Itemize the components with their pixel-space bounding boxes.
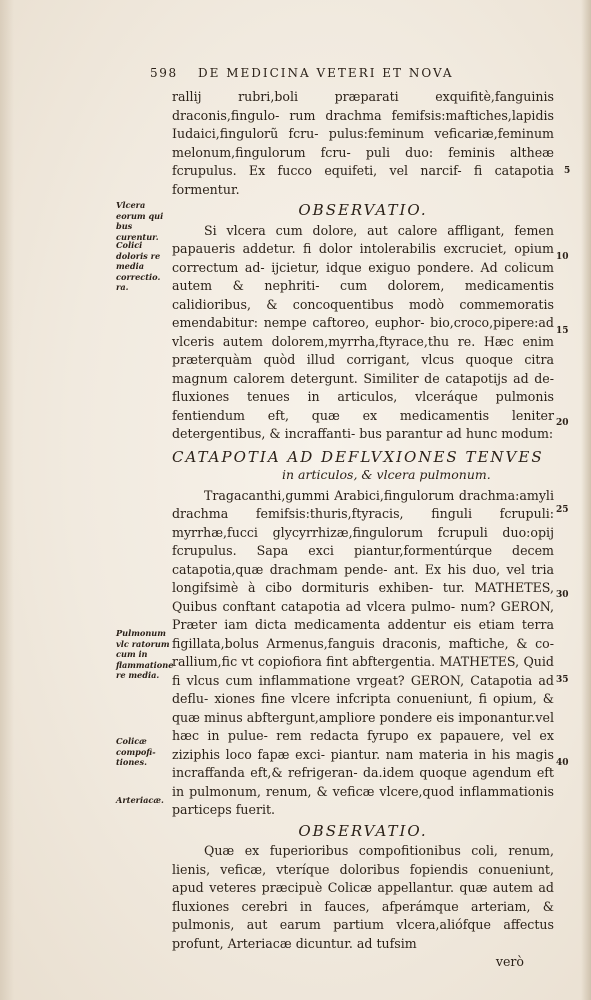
heading-observatio-2: OBSERVATIO. bbox=[298, 821, 428, 840]
body-text bbox=[172, 88, 554, 972]
heading-catapotia: CATAPOTIA AD DEFLVXIONES TENVES bbox=[172, 447, 544, 466]
line-number-30: 30 bbox=[556, 590, 569, 600]
line-number-15: 15 bbox=[556, 326, 569, 336]
page-edge-left bbox=[0, 0, 14, 1000]
margin-note-pulmonum: Pulmonum vlc ratorum cum in flammatione re media. bbox=[116, 628, 174, 680]
paragraph-opening: rallij rubri,boli præparati exquifitè,fanguinis draconis,fingulo- rum drachma femifsis:maftiches,lapidis Iudaici,fingulorũ fcru- pulus:feminum veficariæ,feminum melonum,fingulorum fcru- puli duo: feminis altheæ fcrupulus. Ex fucco equifeti, vel narcif- fi catapotia formentur. bbox=[172, 89, 554, 197]
subheading-articulos: in articulos, & vlcera pulmonum. bbox=[282, 467, 491, 482]
line-number-5: 5 bbox=[564, 166, 571, 176]
heading-observatio-1: OBSERVATIO. bbox=[298, 201, 428, 219]
running-head: DE MEDICINA VETERI ET NOVA bbox=[198, 66, 454, 80]
paragraph-tragacanthi: Tragacanthi,gummi Arabici,fingulorum drachma:amyli drachma femifsis:thuris,ftyracis, finguli fcrupuli: myrrhæ,fucci glycyrrhizæ,fingulorum fcrupuli duo:opij fcrupulus. Sapa exci piantur,formentúrque decem catapotia,quæ drachmam pende- ant. Ex his duo, vel tria longifsimè à cibo dormituris exhiben- tur. MATHETES, Quibus conftant catapotia ad vlcera pulmo- num? GERON, Præter iam dicta medicamenta addentur eis etiam terra figillata,bolus Armenus,fanguis draconis, maftiche, & co- rallium,fic vt copiofiora fint abftergentia. MATHETES, Quid fi vlcus cum inflammatione vrgeat? GERON, Catapotia ad deflu- xiones fine vlcere infcripta conueniunt, fi opium, & quæ minus abftergunt,ampliore pondere eis imponantur.vel hæc in pulue- rem redacta fyrupo ex papauere, vel ex ziziphis loco fapæ exci- piantur. nam materia in his magis incraffanda eft,& refrigeran- da.idem quoque agendum eft in pulmonum, renum, & veficæ vlcere,quod inflammationis particeps fuerit. bbox=[172, 487, 554, 817]
page-number: 598 bbox=[150, 66, 178, 80]
margin-note-colici: Colici doloris re media correctio. ra. bbox=[116, 240, 161, 292]
paragraph-compositiones: Quæ ex fuperioribus compofitionibus coli, renum, lienis, veficæ, vteríque doloribus fopiendis conueniunt, apud veteres præcipuè Colicæ appellantur. quæ autem ad fluxiones cerebri in fauces, afperámque arteriam, & pulmonis, aut earum partium vlcera,aliófque affectus profunt, Arteriacæ dicuntur. ad tufsim bbox=[172, 843, 554, 951]
catchword: verò bbox=[495, 954, 524, 969]
margin-note-arteriacae: Arteriacæ. bbox=[116, 795, 164, 805]
margin-note-ulcera: Vlcera eorum qui bus curentur. bbox=[116, 200, 164, 242]
paragraph-ulcera: Si vlcera cum dolore, aut calore affligant, femen papaueris addetur. fi dolor intolerabilis excruciet, opium correctum ad- ijcietur, idque exiguo pondere. Ad colicum autem & nephriti- cum dolorem, medicamentis calidioribus, & concoquentibus modò commemoratis emendabitur: nempe caftoreo, euphor- bio,croco,pipere:ad vlceris autem dolorem,myrrha,ftyrace,thu re. Hæc enim præterquàm quòd illud corrigant, vlcus quoque citra magnum calorem detergunt. Similiter de catapotijs ad de- fluxiones tenues in articulos, vlceráque pulmonis fentiendum eft, quæ ex medicamentis leniter detergentibus, & incraffanti- bus parantur ad hunc modum: bbox=[172, 222, 554, 441]
line-number-25: 25 bbox=[556, 505, 569, 515]
page-edge-right bbox=[581, 0, 591, 1000]
line-number-10: 10 bbox=[556, 252, 569, 262]
line-number-20: 20 bbox=[556, 418, 569, 428]
line-number-40: 40 bbox=[556, 758, 569, 768]
margin-note-colicae: Colicæ compofi- tiones. bbox=[116, 736, 156, 767]
page-header bbox=[150, 66, 550, 86]
line-number-35: 35 bbox=[556, 675, 569, 685]
